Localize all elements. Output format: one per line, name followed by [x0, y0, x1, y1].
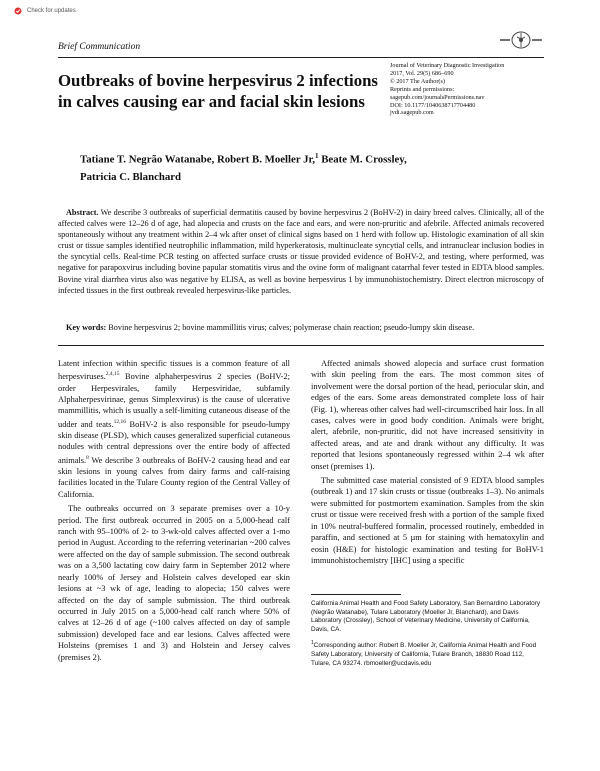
footnote-superscript: 1	[311, 640, 314, 647]
keywords	[58, 322, 544, 333]
corresponding-text: Corresponding author: Robert B. Moeller Jr, California Animal Health and Food Safety Laboratory, University of California, Tulare Branch, 18830 Road 112, Tulare, CA 93274. rbmoeller@ucdavis.edu	[311, 642, 537, 667]
citation-ref[interactable]: 2,4,15	[105, 371, 120, 378]
article-title: Outbreaks of bovine herpesvirus 2 infections in calves causing ear and facial skin lesions	[58, 71, 378, 111]
abstract-text: We describe 3 outbreaks of superficial dermatitis caused by bovine herpesvirus 2 (BoHV-2) in dairy breed calves. Clinically, all of the affected calves were 12–26 d of age, had alopecia and crusts on the face and ears, and were non-pruritic and afebrile. Affected animals recovered spontaneously without any treatment within 2–4 wk after onset of clinical signs based on 1 herd with follow up. Histologic examination of all skin crust or tissue samples identified neutrophilic inflammation, mild hyperkeratosis, multinucleate syncytial cells, and intranuclear inclusion bodies in the syncytial cells. Real-time PCR testing on affected surface crusts or tissue provided evidence of BoHV-2, and testing, where performed, was negative for parapoxvirus including bovine papular stomatitis virus and the ovine form of malignant catarrhal fever tested in EDTA blood samples. Bovine viral diarrhea virus also was negative by ELISA, as well as bovine herpesvirus 1 by immunohistochemistry. Direct electron microscopy of infected tissues in the first outbreak revealed herpesvirus-like particles.	[58, 208, 544, 295]
author-list	[80, 148, 520, 186]
journal-site-link[interactable]: jvdi.sagepub.com	[390, 109, 434, 117]
journal-name: Journal of Veterinary Diagnostic Investigation	[390, 62, 505, 69]
journal-copyright: © 2017 The Author(s)	[390, 77, 445, 85]
body-paragraph	[58, 358, 290, 500]
authors-line-1b: Beate M. Crossley,	[318, 153, 407, 166]
body-paragraph: Affected animals showed alopecia and surface crust formation with skin peeling from the ears. The most common sites of involvement were the dorsal portion of the head, periocular skin, and edges of the ears. Some areas demonstrated complete loss of hair (Fig. 1), whereas other calves had well-circumscribed hair loss. In all cases, calves were in good body condition. Animals were bright, alert, afebrile, non-pruritic, did not have increased sensitivity in affected areas, and ate and drank without any difficulty. It was reported that lesions spontaneously regressed within 2–4 wk after onset (premises 1).	[311, 359, 544, 471]
body-text: Latent infection within specific tissues is a common feature of all herpesviruses.	[58, 359, 290, 382]
authors-line-1: Tatiane T. Negrão Watanabe, Robert B. Moeller Jr,	[80, 153, 316, 166]
journal-info	[390, 62, 550, 117]
crossmark-icon	[14, 7, 24, 15]
body-paragraph: The outbreaks occurred on 3 separate premises over a 10-y period. The first outbreak occurred in 2005 on a 5,000-head calf ranch with 95–100% of 2- to 3-wk-old calves affected over a 1-mo period in August. According to the referring veterinarian ~200 calves were affected on the day of sample submission. The second outbreak was on a 3,500 lactating cow dairy farm in September 2012 where nearly 100% of Jersey and Holstein calves developed ear skin lesions at ~3 wk of age, leading to alopecia; 150 calves were affected on the day of sample submission. The third outbreak occurred in July 2015 on a 5,000-head calf ranch where 50% of calves at 12–26 d of age (~100 calves affected on day of sample submission) developed face and ear lesions. Calves affected were Holsteins (premises 1 and 3) and Holstein and Jersey calves (premises 2).	[58, 504, 290, 662]
body-text: We describe 3 outbreaks of BoHV-2 causing head and ear skin lesions in young calves from dairy farms and calf-raising facilities located in the Tulare County region of the Central Valley of California.	[58, 455, 290, 499]
journal-reprints: Reprints and permissions:	[390, 85, 455, 93]
citation-ref[interactable]: 8	[86, 454, 89, 461]
keywords-text: Bovine herpesvirus 2; bovine mammillitis virus; calves; polymerase chain reaction; pseudo-lumpy skin disease.	[108, 323, 475, 332]
keywords-label: Key words:	[66, 323, 107, 332]
body-text: BoHV-2 is also responsible for pseudo-lumpy skin disease (PLSD), which causes generalized superficial cutaneous nodules with central depressions over the entire body of affected animals.	[58, 419, 291, 465]
abstract-divider	[58, 345, 544, 346]
footnote-divider	[311, 594, 401, 595]
citation-ref[interactable]: 12,16	[113, 418, 126, 425]
footnotes	[311, 600, 544, 673]
corresponding-footnote	[311, 639, 544, 668]
authors-line-2: Patricia C. Blanchard	[80, 170, 182, 183]
header-divider	[58, 57, 544, 58]
body-right-column	[311, 358, 544, 566]
author-superscript: 1	[315, 152, 319, 160]
abstract-label: Abstract.	[66, 208, 99, 217]
journal-permissions-link[interactable]: sagepub.com/journalsPermissions.nav	[390, 93, 485, 101]
body-paragraph: The submitted case material consisted of 9 EDTA blood samples (outbreak 1) and 17 skin crusts or tissue (outbreaks 1–3). No animals were submitted for postmortem examination. Samples from the skin crust or tissue were received fresh with a portion of the sample fixed in 10% neutral-buffered formalin, processed routinely, embedded in paraffin, and sectioned at 5 µm for staining with hematoxylin and eosin (H&E) for histologic examination and testing for BoHV-1 immunohistochemistry [IHC] using a specific	[311, 476, 544, 565]
journal-volume: 2017, Vol. 29(5) 686–690	[390, 69, 454, 77]
aavld-logo-icon	[498, 28, 544, 50]
body-left-column	[58, 358, 290, 663]
affiliation-footnote: California Animal Health and Food Safety Laboratory, San Bernardino Laboratory (Negrão Watanabe), Tulare Laboratory (Moeller Jr, Blanchard), and Davis Laboratory (Crossley), School of Veterinary Medicine, University of California, Davis, CA.	[311, 600, 541, 633]
check-for-updates-badge[interactable]	[14, 7, 76, 15]
section-label: Brief Communication	[58, 42, 141, 52]
check-for-updates-label: Check for updates	[27, 8, 76, 14]
body-text: Bovine alphaherpesvirus 2 species (BoHV-2; order Herpesvirales, family Herpesviridae, subfamily Alphaherpesvirinae, genus Simplexvirus) is the cause of ulcerative mammillitis, which is usually a self-limiting cutaneous disease of the udder and teats.	[58, 372, 290, 429]
abstract	[58, 207, 544, 296]
journal-doi[interactable]: DOI: 10.1177/1040638717704480	[390, 101, 476, 109]
